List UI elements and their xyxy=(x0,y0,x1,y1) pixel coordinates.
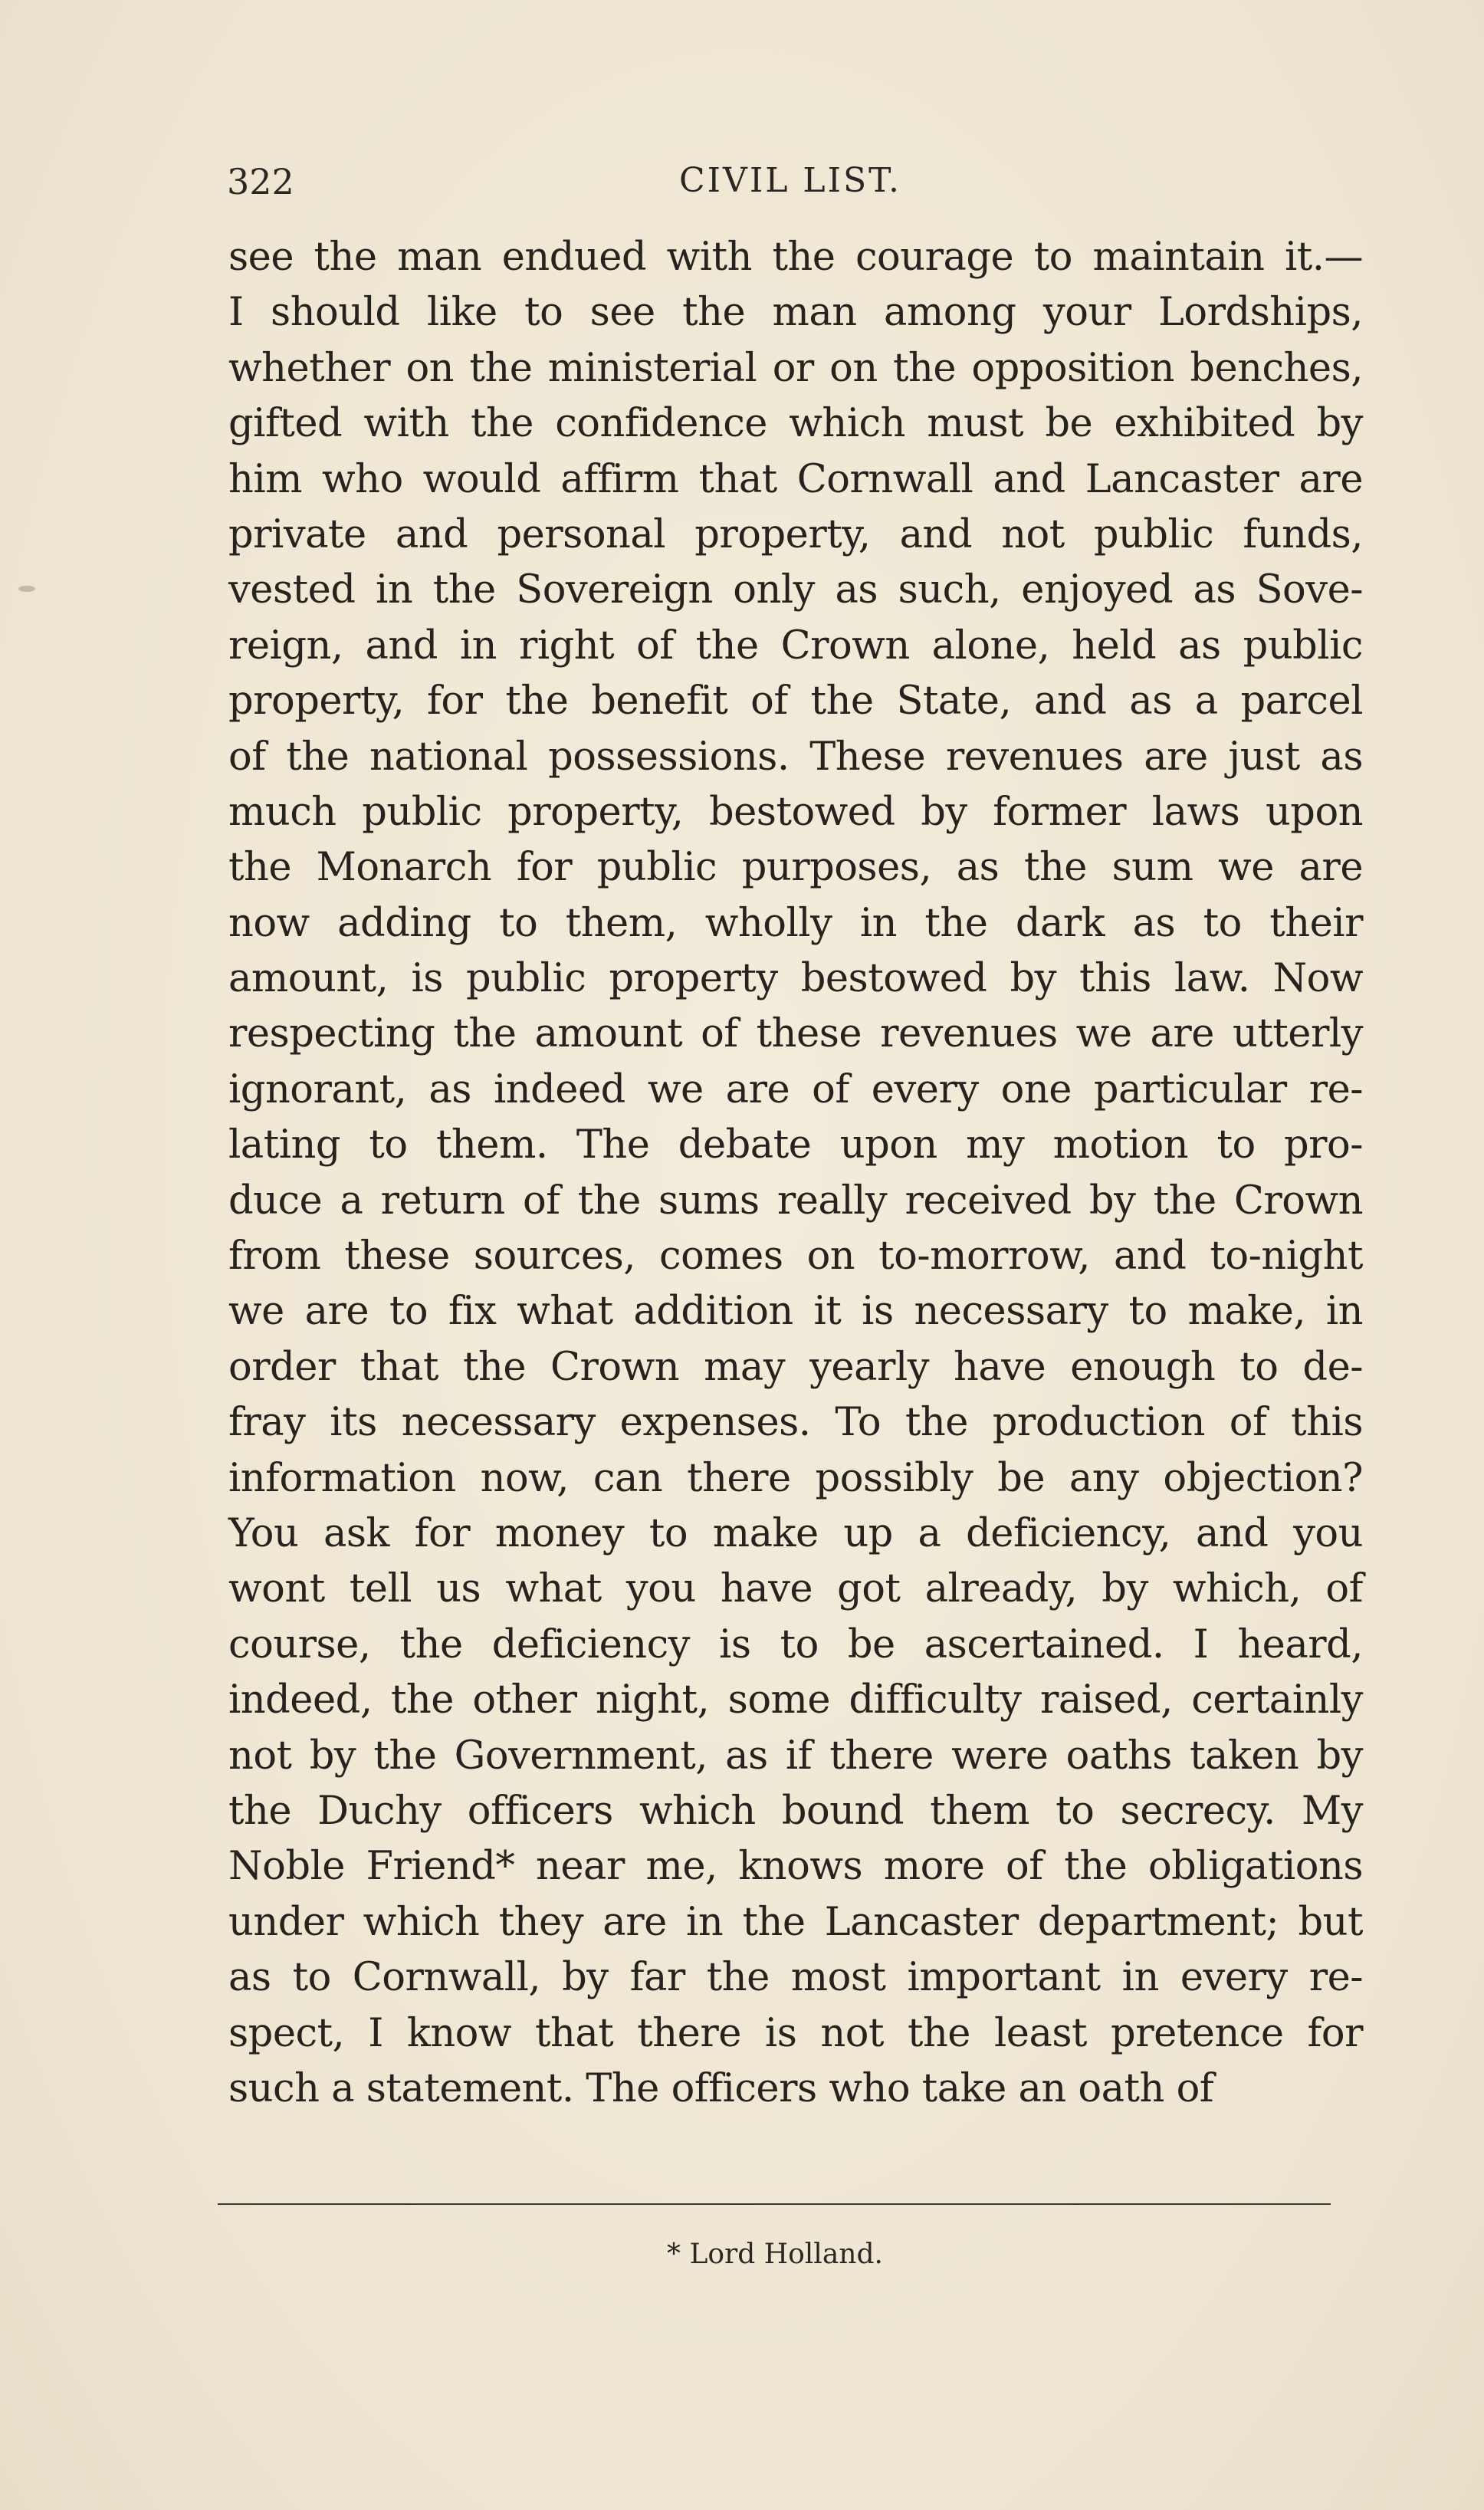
text-line: under which they are in the Lancaster department; but xyxy=(228,1899,1363,1945)
text-line: not by the Government, as if there were oaths taken by xyxy=(228,1733,1363,1779)
text-line: respecting the amount of these revenues we are utterly xyxy=(228,1011,1363,1057)
text-line: gifted with the confidence which must be exhibited by xyxy=(228,401,1363,447)
text-line: reign, and in right of the Crown alone, held as public xyxy=(228,623,1363,669)
text-line: duce a return of the sums really received by the Crown xyxy=(228,1178,1363,1224)
text-line: wont tell us what you have got already, by which, of xyxy=(228,1566,1363,1612)
text-line: amount, is public property bestowed by this law. Now xyxy=(228,956,1363,1002)
text-line: from these sources, comes on to-morrow, and to-night xyxy=(228,1234,1363,1280)
text-line: vested in the Sovereign only as such, enjoyed as Sove- xyxy=(228,567,1363,613)
text-line: private and personal property, and not public funds, xyxy=(228,511,1363,557)
text-line: much public property, bestowed by former laws upon xyxy=(228,789,1363,835)
body-text xyxy=(228,230,1363,2117)
text-line: I should like to see the man among your Lordships, xyxy=(228,290,1363,336)
text-line: You ask for money to make up a deficiency, and you xyxy=(228,1510,1363,1556)
text-line: information now, can there possibly be any objection? xyxy=(228,1455,1363,1501)
text-line: lating to them. The debate upon my motion to pro- xyxy=(228,1122,1363,1168)
text-line: order that the Crown may yearly have enough to de- xyxy=(228,1344,1363,1390)
text-line: Noble Friend* near me, knows more of the obligations xyxy=(228,1844,1363,1890)
text-line: ignorant, as indeed we are of every one particular re- xyxy=(228,1066,1363,1112)
footnote-rule xyxy=(218,2203,1331,2205)
text-line: spect, I know that there is not the least pretence for xyxy=(228,2010,1363,2056)
text-line: of the national possessions. These revenues are just as xyxy=(228,734,1363,780)
text-line: fray its necessary expenses. To the production of this xyxy=(228,1400,1363,1446)
text-line: see the man endued with the courage to maintain it.— xyxy=(228,235,1363,280)
running-title: CIVIL LIST. xyxy=(679,161,902,200)
margin-smudge xyxy=(18,586,35,592)
text-line: whether on the ministerial or on the opposition benches, xyxy=(228,345,1363,391)
running-head xyxy=(227,161,1361,215)
text-line: him who would affirm that Cornwall and Lancaster are xyxy=(228,456,1363,502)
text-line: course, the deficiency is to be ascertained. I heard, xyxy=(228,1621,1363,1667)
text-line: now adding to them, wholly in the dark as to their xyxy=(228,900,1363,946)
text-line: the Duchy officers which bound them to secrecy. My xyxy=(228,1788,1363,1834)
text-line: the Monarch for public purposes, as the sum we are xyxy=(228,845,1363,891)
footnote: * Lord Holland. xyxy=(667,2239,883,2270)
text-line: such a statement. The officers who take an oath of xyxy=(228,2065,1214,2111)
text-line: as to Cornwall, by far the most important in every re- xyxy=(228,1955,1363,2001)
text-line: indeed, the other night, some difficulty raised, certainly xyxy=(228,1677,1363,1723)
text-line: property, for the benefit of the State, and as a parcel xyxy=(228,678,1363,724)
text-line: we are to fix what addition it is necessary to make, in xyxy=(228,1289,1363,1335)
page-number: 322 xyxy=(227,161,294,202)
